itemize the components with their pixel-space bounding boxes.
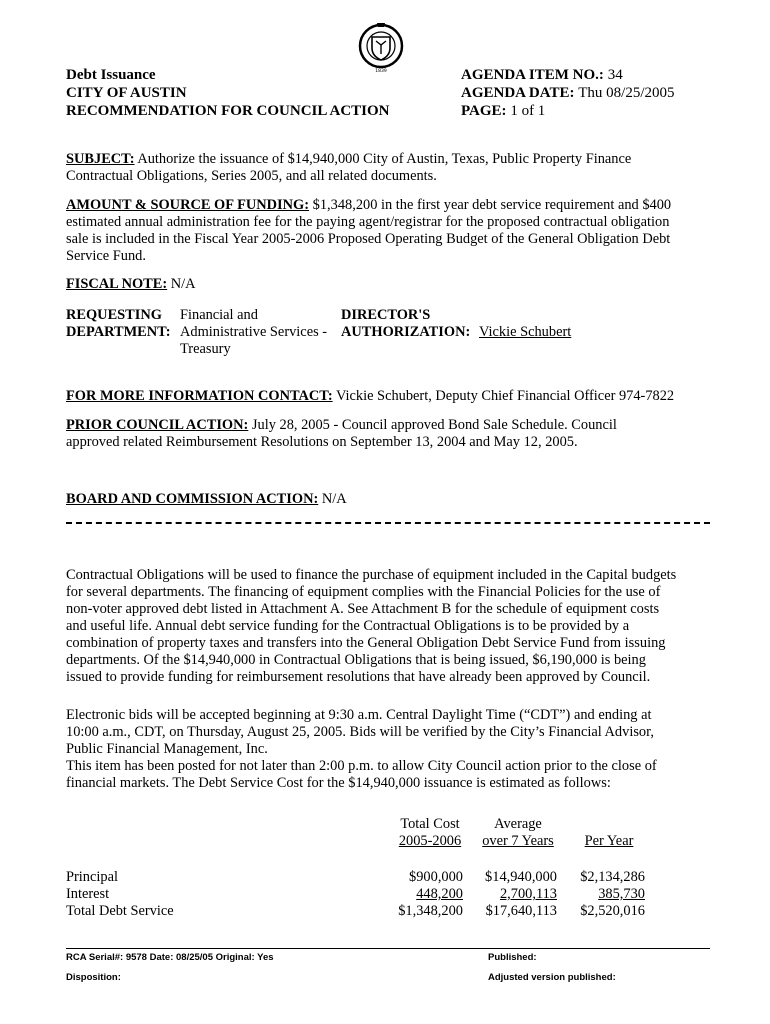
fiscal-note — [66, 276, 196, 293]
amount-line-1 — [66, 197, 671, 214]
col-average-head-2: over 7 Years — [482, 833, 554, 849]
body-paragraph-2 — [66, 707, 657, 792]
paragraph-2-line: Public Financial Management, Inc. — [66, 741, 268, 757]
amount-line-2: estimated annual administration fee for the paying agent/registrar for the proposed contractual obligation — [66, 214, 670, 230]
paragraph-2-line: financial markets. The Debt Service Cost for the $14,940,000 issuance is estimated as follows: — [66, 775, 611, 791]
paragraph-1-line: non-voter approved debt listed in Attachment A. See Attachment B for the schedule of equipment costs — [66, 601, 660, 617]
document-type-line: Debt Issuance — [66, 67, 156, 83]
board-action-label: BOARD AND COMMISSION ACTION: — [66, 491, 319, 507]
row-label-principal: Principal — [66, 869, 118, 885]
svg-text:1839: 1839 — [375, 69, 387, 74]
agenda-item-value: 34 — [607, 67, 623, 83]
prior-action-line-1 — [66, 417, 617, 434]
paragraph-1-line: issued to provide funding for reimbursement resolutions that have already been approved by Council. — [66, 669, 651, 685]
requesting-label: REQUESTING — [66, 307, 162, 323]
fiscal-note-label: FISCAL NOTE: — [66, 276, 168, 292]
row-interest-average-value: 2,700,113 — [499, 886, 557, 902]
col-average-head-1: Average — [494, 816, 542, 832]
department-name-3: Treasury — [180, 341, 231, 357]
amount-text-1: $1,348,200 in the first year debt service requirement and $400 — [312, 197, 672, 213]
paragraph-2-line: Electronic bids will be accepted beginning at 9:30 a.m. Central Daylight Time (“CDT”) and ending at — [66, 707, 652, 723]
row-total-debt-per-year: $2,520,016 — [580, 903, 645, 919]
row-interest-per-year — [560, 886, 645, 903]
row-label-interest: Interest — [66, 886, 110, 902]
row-total-debt-average: $17,640,113 — [485, 903, 557, 919]
subject-text-1: Authorize the issuance of $14,940,000 City of Austin, Texas, Public Property Finance — [137, 151, 632, 167]
dashed-separator — [66, 522, 710, 524]
subject-line-1 — [66, 151, 631, 168]
col-total-cost-head-1: Total Cost — [400, 816, 460, 832]
disposition-label: Disposition: — [66, 972, 121, 983]
agenda-date-label: AGENDA DATE: — [461, 85, 575, 101]
board-action-value: N/A — [321, 491, 347, 507]
department-label: DEPARTMENT: — [66, 324, 171, 340]
page-value: 1 of 1 — [510, 103, 546, 119]
department-name-1: Financial and — [180, 307, 258, 323]
director-name: Vickie Schubert — [479, 324, 572, 340]
row-total-debt-total: $1,348,200 — [398, 903, 463, 919]
fiscal-note-value: N/A — [170, 276, 196, 292]
city-name-line: CITY OF AUSTIN — [66, 85, 187, 101]
paragraph-2-line: This item has been posted for not later than 2:00 p.m. to allow City Council action prior to the close of — [66, 758, 657, 774]
amount-label: AMOUNT & SOURCE OF FUNDING: — [66, 197, 310, 213]
agenda-item-line — [461, 66, 623, 84]
amount-line-4: Service Fund. — [66, 248, 146, 264]
row-interest-total-value: 448,200 — [416, 886, 463, 902]
more-info-value: Vickie Schubert, Deputy Chief Financial Officer 974-7822 — [335, 388, 675, 404]
body-paragraph-1 — [66, 567, 676, 686]
paragraph-1-line: departments. Of the $14,940,000 in Contractual Obligations that is being issued, $6,190,000 is being — [66, 652, 646, 668]
footer-rule — [66, 948, 710, 949]
col-per-year-head: Per Year — [584, 833, 634, 849]
rca-title: RECOMMENDATION FOR COUNCIL ACTION — [66, 103, 390, 119]
paragraph-1-line: and useful life. Annual debt service funding for the Contractual Obligations is to be provided by a — [66, 618, 630, 634]
rca-serial-line: RCA Serial#: 9578 Date: 08/25/05 Original: Yes — [66, 952, 274, 963]
adjusted-version-label: Adjusted version published: — [488, 972, 616, 983]
director-label: DIRECTOR'S — [341, 307, 431, 323]
row-principal-average: $14,940,000 — [485, 869, 557, 885]
prior-action-label: PRIOR COUNCIL ACTION: — [66, 417, 249, 433]
row-interest-total — [370, 886, 463, 903]
row-interest-average — [465, 886, 557, 903]
page-label: PAGE: — [461, 103, 507, 119]
paragraph-1-line: Contractual Obligations will be used to finance the purchase of equipment included in the Capital budgets — [66, 567, 677, 583]
page-number-line — [461, 102, 545, 120]
paragraph-2-line: 10:00 a.m., CDT, on Thursday, August 25, 2005. Bids will be verified by the City’s Financial Advisor, — [66, 724, 654, 740]
department-name-2: Administrative Services - — [180, 324, 328, 340]
paragraph-1-line: combination of property taxes and transfers into the General Obligation Debt Service Fund from issuing — [66, 635, 666, 651]
more-info-label: FOR MORE INFORMATION CONTACT: — [66, 388, 333, 404]
agenda-date-line — [461, 84, 674, 102]
row-principal-per-year: $2,134,286 — [580, 869, 645, 885]
subject-line-2: Contractual Obligations, Series 2005, and all related documents. — [66, 168, 437, 184]
paragraph-1-line: for several departments. The financing of equipment complies with the Financial Policies for the use of — [66, 584, 661, 600]
agenda-date-value: Thu 08/25/2005 — [578, 85, 675, 101]
city-seal-logo — [357, 20, 405, 76]
authorization-label: AUTHORIZATION: — [341, 324, 471, 340]
prior-action-line-2: approved related Reimbursement Resolutions on September 13, 2004 and May 12, 2005. — [66, 434, 578, 450]
prior-action-text-1: July 28, 2005 - Council approved Bond Sale Schedule. Council — [251, 417, 617, 433]
agenda-item-label: AGENDA ITEM NO.: — [461, 67, 604, 83]
board-action-line — [66, 491, 347, 508]
row-interest-per-year-value: 385,730 — [598, 886, 645, 902]
amount-line-3: sale is included in the Fiscal Year 2005-2006 Proposed Operating Budget of the General Obligation Debt — [66, 231, 671, 247]
col-total-cost-head-2: 2005-2006 — [398, 833, 462, 849]
published-label: Published: — [488, 952, 537, 963]
row-label-total-debt-service: Total Debt Service — [66, 903, 174, 919]
row-principal-total: $900,000 — [409, 869, 463, 885]
more-info-line — [66, 388, 674, 405]
subject-label: SUBJECT: — [66, 151, 135, 167]
